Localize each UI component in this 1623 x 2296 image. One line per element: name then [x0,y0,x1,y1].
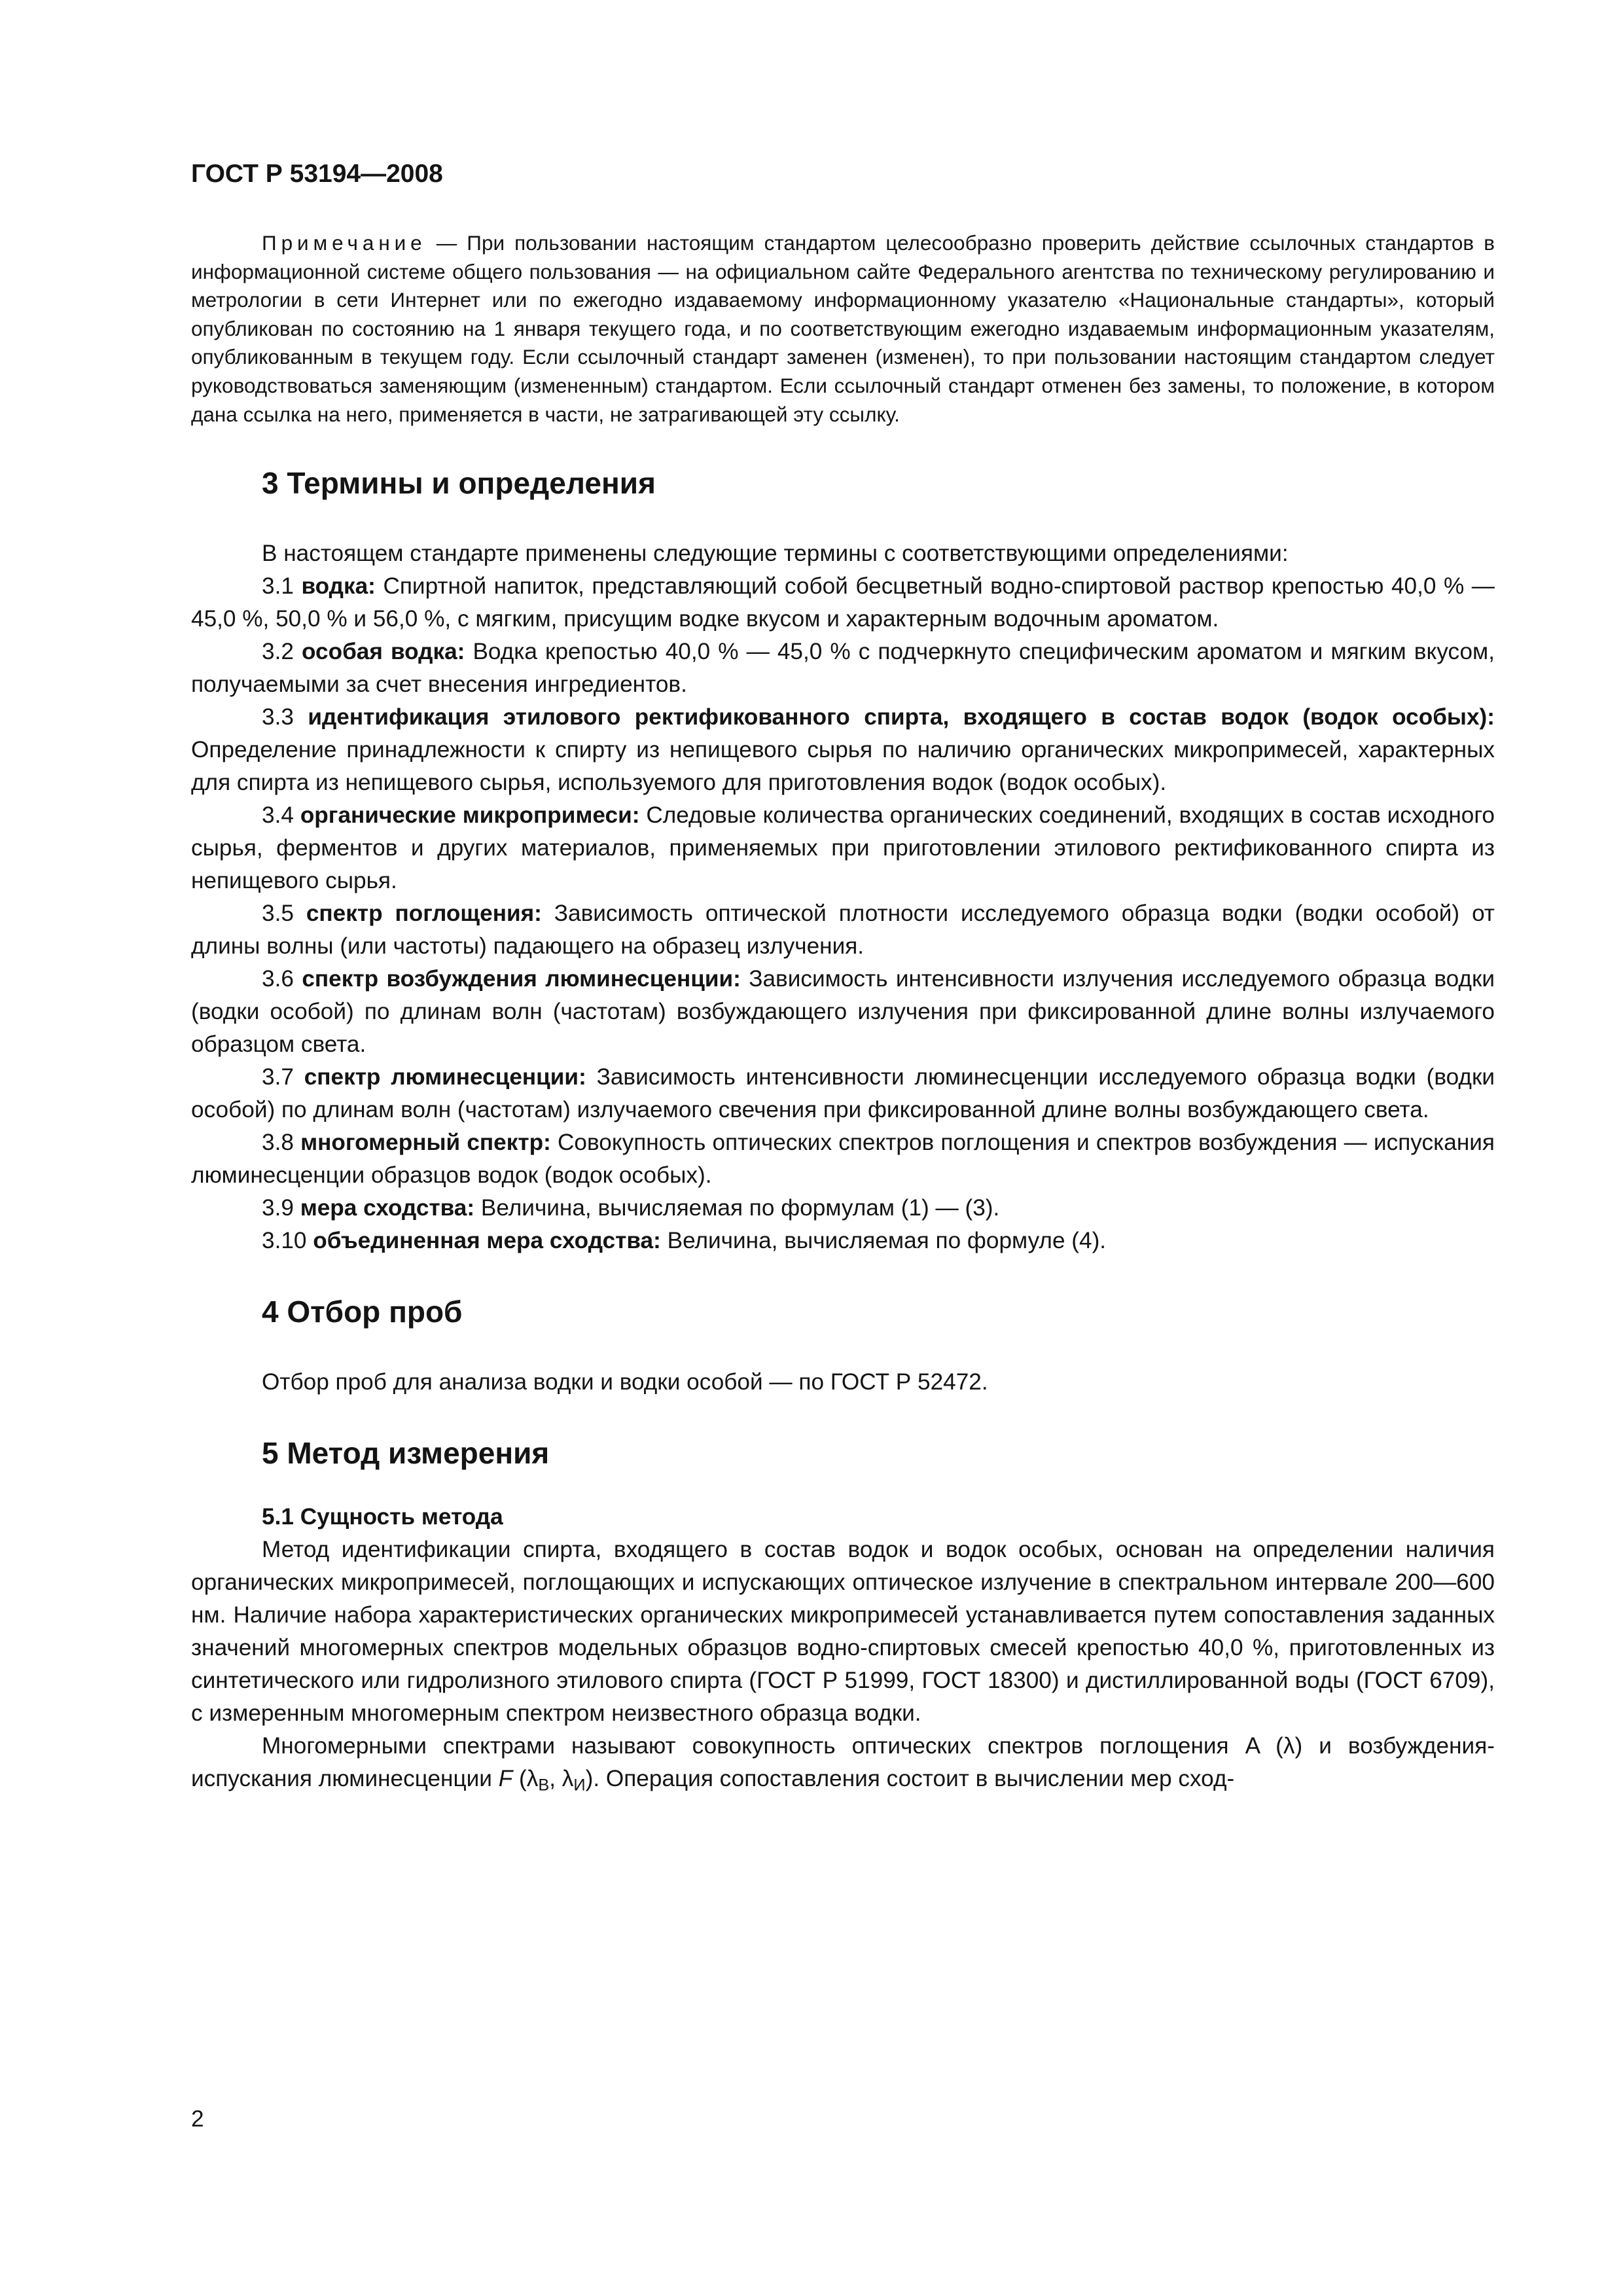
term-3-2: 3.2 особая водка: Водка крепостью 40,0 % — 45,0 % с подчеркнуто специфическим ароматом и мягким вкусом, получаемыми за счет внесения ингредиентов. [191,639,1495,698]
term-definition: Водка крепостью 40,0 % — 45,0 % с подчеркнуто специфическим ароматом и мягким вкусом, получаемыми за счет внесения ингредиентов. [191,639,1495,698]
term-definition: Зависимость интенсивности люминесценции исследуемого образца водки (водки особой) по длинам волн (частотам) излучаемого свечения при фиксированной длине волны возбуждающего света. [191,1064,1495,1123]
section-3-title: 3 Термины и определения [262,466,656,501]
term-3-8: 3.8 многомерный спектр: Совокупность оптических спектров поглощения и спектров возбуждения — испускания люминесценции образцов водок (водок особых). [191,1130,1495,1189]
term-name: органические микропримеси: [300,802,640,829]
term-3-4: 3.4 органические микропримеси: Следовые количества органических соединений, входящих в состав исходного сырья, ферментов и других материалов, применяемых при приготовлении этилового ректификованного спирта из непищевого сырья. [191,802,1495,894]
term-definition: Зависимость оптической плотности исследуемого образца водки (водки особой) от длины волны (или частоты) падающего на образец излучения. [191,901,1495,960]
subsection-5-1-title: 5.1 Сущность метода [262,1504,503,1530]
section-5-title: 5 Метод измерения [262,1436,550,1471]
document-header: ГОСТ Р 53194—2008 [191,160,443,188]
note-label: Примечание [262,231,427,255]
term-definition: Следовые количества органических соединений, входящих в состав исходного сырья, ферментов и других материалов, применяемых при приготовлении этилового ректификованного спирта из непищевого сырья. [191,802,1495,894]
section-5-1-paragraph-2: Многомерными спектрами называют совокупность оптических спектров поглощения A (λ) и возбуждения-испускания люминесценции F ($\lambda_В$, $\lambda_И$). Операция сопоставления состоит в вычислении мер сход- [191,1733,1495,1795]
term-3-6: 3.6 спектр возбуждения люминесценции: Зависимость интенсивности излучения исследуемого образца водки (водки особой) по длинам волн (частотам) возбуждающего излучения при фиксированной длине волны излучаемого образцом света. [191,966,1495,1058]
term-3-5: 3.5 спектр поглощения: Зависимость оптической плотности исследуемого образца водки (водки особой) от длины волны (или частоты) падающего на образец излучения. [191,901,1495,960]
term-3-7: 3.7 спектр люминесценции: Зависимость интенсивности люминесценции исследуемого образца водки (водки особой) по длинам волн (частотам) излучаемого свечения при фиксированной длине волны возбуждающего света. [191,1064,1495,1123]
term-name: спектр возбуждения люминесценции: [302,966,741,992]
term-definition: Зависимость интенсивности излучения исследуемого образца водки (водки особой) по длинам волн (частотам) возбуждающего излучения при фиксированной длине волны излучаемого образцом света. [191,966,1495,1058]
term-3-1: 3.1 водка: Спиртной напиток, представляющий собой бесцветный водно-спиртовой раствор крепостью 40,0 % — 45,0 %, 50,0 % и 56,0 %, с мягким, присущим водке вкусом и характерным водочным ароматом. [191,573,1495,632]
term-definition: Величина, вычисляемая по формуле (4). [660,1228,1107,1254]
term-name: особая водка: [301,639,465,665]
term-name: спектр люминесценции: [304,1064,586,1090]
term-3-3: 3.3 идентификация этилового ректификованного спирта, входящего в состав водок (водок особых): Определение принадлежности к спирту из непищевого сырья по наличию органических микропримесей, характерных для спирта из непищевого сырья, используемого для приготовления водок (водок особых). [191,704,1495,796]
term-name: мера сходства: [300,1195,475,1221]
term-name: идентификация этилового ректификованного спирта, входящего в состав водок (водок особых): [308,704,1495,730]
term-name: спектр поглощения: [306,901,542,927]
section-3-intro: В настоящем стандарте применены следующие термины с соответствующими определениями: [262,541,1289,567]
term-definition: Величина, вычисляемая по формулам (1) — (3). [474,1195,1000,1221]
section-5-1-paragraph-1: Метод идентификации спирта, входящего в состав водок и водок особых, основан на определении наличия органических микропримесей, поглощающих и испускающих оптическое излучение в спектральном интервале 200—600 нм. Наличие набора характеристических органических микропримесей устанавливается путем сопоставления заданных значений многомерных спектров модельных образцов водно-спиртовых смесей крепостью 40,0 %, приготовленных из синтетического или гидролизного этилового спирта (ГОСТ Р 51999, ГОСТ 18300) и дистиллированной воды (ГОСТ 6709), с измеренным многомерным спектром неизвестного образца водки. [191,1537,1495,1727]
section-4-text: Отбор проб для анализа водки и водки особой — по ГОСТ Р 52472. [262,1369,988,1395]
document-body [191,229,1495,1795]
term-definition: Совокупность оптических спектров поглощения и спектров возбуждения — испускания люминесценции образцов водок (водок особых). [191,1130,1495,1189]
term-name: водка: [301,573,376,600]
term-definition: Определение принадлежности к спирту из непищевого сырья по наличию органических микропримесей, характерных для спирта из непищевого сырья, используемого для приготовления водок (водок особых). [191,737,1495,796]
term-3-9: 3.9 мера сходства: Величина, вычисляемая по формулам (1) — (3). [262,1195,1000,1221]
term-name: многомерный спектр: [300,1130,551,1156]
note-text: — При пользовании настоящим стандартом целесообразно проверить действие ссылочных стандартов в информационной системе общего пользования — на официальном сайте Федерального агентства по техническому регулированию и метрологии в сети Интернет или по ежегодно издаваемому информационному указателю «Национальные стандарты», который опубликован по состоянию на 1 января текущего года, и по соответствующим ежегодно издаваемым информационным указателям, опубликованным в текущем году. Если ссылочный стандарт заменен (изменен), то при пользовании настоящим стандартом следует руководствоваться заменяющим (измененным) стандартом. Если ссылочный стандарт отменен без замены, то положение, в котором дана ссылка на него, применяется в части, не затрагивающей эту ссылку. [191,231,1495,426]
term-name: объединенная мера сходства: [313,1228,661,1254]
term-3-10: 3.10 объединенная мера сходства: Величина, вычисляемая по формуле (4). [262,1228,1107,1254]
term-definition: Спиртной напиток, представляющий собой бесцветный водно-спиртовой раствор крепостью 40,0 % — 45,0 %, 50,0 % и 56,0 %, с мягким, присущим водке вкусом и характерным водочным ароматом. [191,573,1495,632]
section-4-title: 4 Отбор проб [262,1295,463,1329]
page-number: 2 [191,2106,204,2132]
reference-note [191,229,1495,429]
